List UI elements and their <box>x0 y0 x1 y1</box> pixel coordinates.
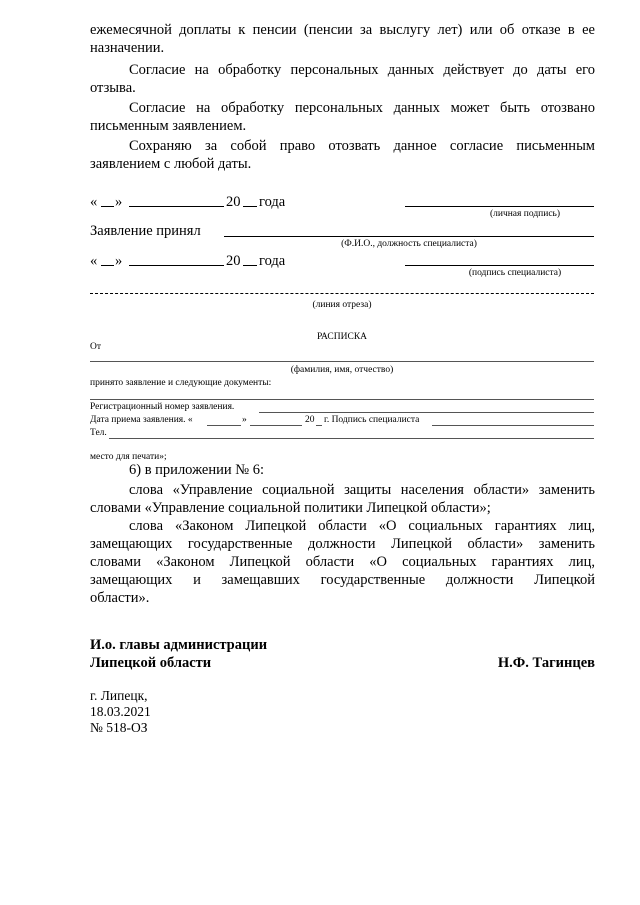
date-open-quote-2: « <box>90 253 98 269</box>
para-consent-revoke-line1: Согласие на обработку персональных данных может быть отозвано <box>129 100 595 116</box>
accepted-label: Заявление принял <box>90 223 201 239</box>
date-open-quote: « <box>90 194 98 210</box>
specialist-signature-line <box>405 265 594 266</box>
receipt-title: РАСПИСКА <box>316 332 368 342</box>
year-prefix-2: 20 <box>226 253 241 269</box>
signatory-title-line1: И.о. главы администрации <box>90 637 268 653</box>
personal-signature-caption: (личная подпись) <box>489 209 561 219</box>
month-blank-2 <box>129 265 224 266</box>
amendment-words2-line2: замещающих государственные должности Липецкой области» заменить <box>90 536 595 552</box>
personal-signature-line <box>405 206 594 207</box>
receipt-tel: Тел. <box>90 428 107 438</box>
receipt-reg-number-line <box>259 412 594 413</box>
para-consent-valid-line2: отзыва. <box>90 80 136 96</box>
specialist-name-line <box>224 236 594 237</box>
cut-line-caption: (линия отреза) <box>312 300 372 310</box>
receipt-tel-line <box>109 438 594 439</box>
receipt-accepted-docs: принято заявление и следующие документы: <box>90 378 272 388</box>
specialist-caption: (Ф.И.О., должность специалиста) <box>341 239 477 249</box>
receipt-stamp-place: место для печати»; <box>90 452 167 462</box>
year-blank <box>243 206 257 207</box>
day-blank-2 <box>101 265 114 266</box>
year-blank-2 <box>243 265 257 266</box>
para-reserve-line1: Сохраняю за собой право отозвать данное согласие письменным <box>129 138 595 154</box>
receipt-date-received: Дата приема заявления. « <box>90 415 193 425</box>
receipt-specialist-signature-line <box>432 425 594 426</box>
signatory-title-line2: Липецкой области <box>90 655 212 671</box>
receipt-reg-number: Регистрационный номер заявления. <box>90 402 235 412</box>
receipt-date-close: » <box>242 415 247 425</box>
receipt-from-label: От <box>90 342 102 352</box>
receipt-year: 20 <box>305 415 315 425</box>
signatory-name: Н.Ф. Тагинцев <box>497 655 595 671</box>
amendment-words2-line1: слова «Законом Липецкой области «О социальных гарантиях лиц, <box>129 518 595 534</box>
date-close-quote-2: » <box>115 253 123 269</box>
footer-city: г. Липецк, <box>90 688 148 703</box>
amendment-words1-line2: словами «Управление социальной политики Липецкой области»; <box>90 500 491 516</box>
para-consent-valid-line1: Согласие на обработку персональных данных действует до даты его <box>129 62 595 78</box>
month-blank <box>129 206 224 207</box>
year-suffix-2: года <box>259 253 286 269</box>
para-top-line2: назначении. <box>90 40 165 56</box>
receipt-day-blank <box>207 425 241 426</box>
year-suffix: года <box>259 194 286 210</box>
footer-number: № 518-ОЗ <box>90 720 148 735</box>
para-top-line1: ежемесячной доплаты к пенсии (пенсии за выслугу лет) или об отказе в ее <box>90 22 595 38</box>
year-prefix: 20 <box>226 194 241 210</box>
date-close-quote: » <box>115 194 123 210</box>
receipt-name-line <box>90 361 594 362</box>
para-consent-revoke-line2: письменным заявлением. <box>90 118 247 134</box>
receipt-month-blank <box>250 425 302 426</box>
footer-date: 18.03.2021 <box>90 704 151 719</box>
receipt-date-tail: г. Подпись специалиста <box>324 415 420 425</box>
amendment-words2-line4: замещающих и замещавших государственные должности Липецкой <box>90 572 595 588</box>
amendment-words1-line1: слова «Управление социальной защиты населения области» заменить <box>129 482 595 498</box>
receipt-name-caption: (фамилия, имя, отчество) <box>290 365 394 375</box>
day-blank <box>101 206 114 207</box>
amendment-words2-line3: словами «Законом Липецкой области «О социальных гарантиях лиц, <box>90 554 595 570</box>
receipt-docs-line <box>90 399 594 400</box>
cut-line <box>90 293 594 294</box>
amendment-words2-line5: области». <box>90 590 150 606</box>
para-reserve-line2: заявлением с любой даты. <box>90 156 252 172</box>
amendment-item: 6) в приложении № 6: <box>129 462 264 478</box>
receipt-year-blank <box>316 425 322 426</box>
specialist-signature-caption: (подпись специалиста) <box>468 268 562 278</box>
